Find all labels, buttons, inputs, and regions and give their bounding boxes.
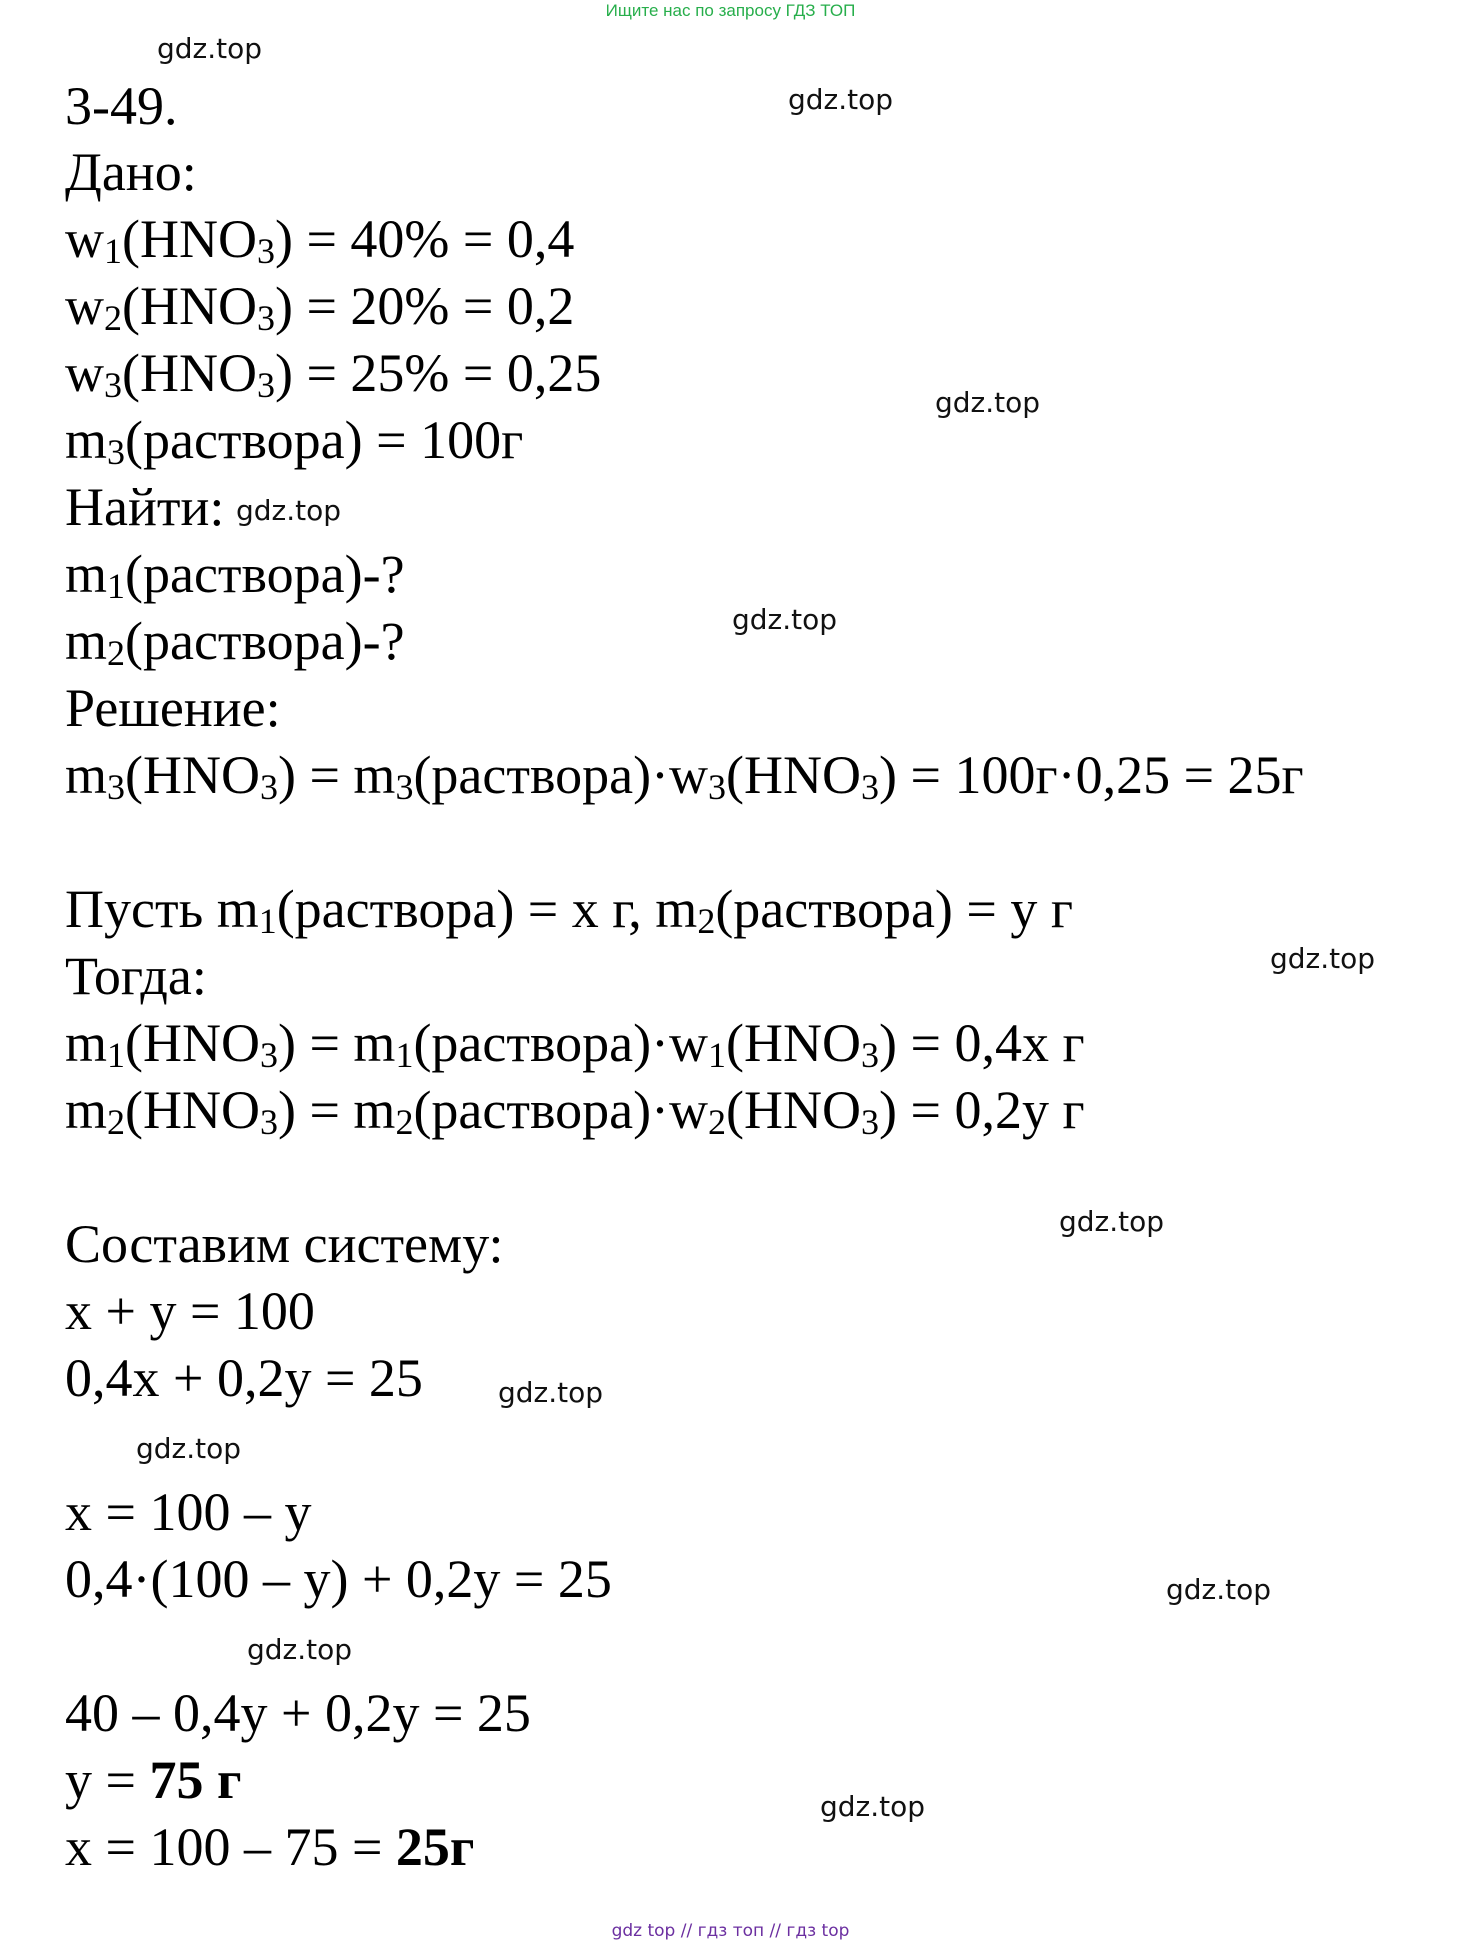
watermark: gdz.top	[236, 494, 342, 527]
solution-title: Решение:	[65, 678, 281, 738]
step-substitution: 0,4·(100 – y) + 0,2y = 25	[65, 1549, 612, 1609]
system-title: Составим систему:	[65, 1214, 504, 1274]
watermark: gdz.top	[247, 1633, 353, 1666]
watermark: gdz.top	[732, 603, 838, 636]
equation-m3: $m_3(HNO_3)$ = $m_3(раствора)\cdot w_3(HNO_3) = 100г\cdot 0,25 = 25г$	[65, 745, 1304, 807]
watermark: gdz.top	[820, 1790, 926, 1823]
answer-x: x = 100 – 75 = 25г	[65, 1817, 475, 1877]
watermark: gdz.top	[1059, 1205, 1165, 1238]
find-m2: $m_2(раствора)-$?	[65, 611, 405, 673]
header-banner[interactable]: Ищите нас по запросу ГДЗ ТОП	[605, 1, 856, 20]
watermark: gdz.top	[788, 83, 894, 116]
watermark: gdz.top	[1270, 942, 1376, 975]
find-title: Найти:	[65, 477, 225, 537]
find-m1: $m_1(раствора)-$?	[65, 544, 405, 606]
watermark: gdz.top	[1166, 1573, 1272, 1606]
answer-y: y = 75 г	[65, 1750, 242, 1810]
watermark: gdz.top	[498, 1376, 604, 1409]
given-w1: $w_1(HNO_3) = 40\% = 0,4$	[65, 209, 575, 271]
watermark: gdz.top	[935, 386, 1041, 419]
step-expanded: 40 – 0,4y + 0,2y = 25	[65, 1683, 531, 1743]
then-title: Тогда:	[65, 946, 207, 1006]
let-statement: Пусть $m_1(раствора) = x$ г, $m_2(раствора) = y$ г	[65, 879, 1074, 941]
watermark: gdz.top	[157, 32, 263, 65]
equation-m1: $m_1(HNO_3)$ = $m_1(раствора)\cdot w_1(HNO_3) = 0,4x$ г	[65, 1013, 1085, 1075]
given-w2: $w_2(HNO_3) = 20\% = 0,2$	[65, 276, 575, 338]
given-title: Дано:	[65, 142, 197, 202]
equation-m2: $m_2(HNO_3)$ = $m_2(раствора)\cdot w_2(HNO_3) = 0,2y$ г	[65, 1080, 1085, 1142]
system-eq1: x + y = 100	[65, 1281, 315, 1341]
footer-links[interactable]: gdz top // гдз топ // гдз top	[611, 1921, 850, 1941]
watermark: gdz.top	[136, 1432, 242, 1465]
step-x-expr: x = 100 – y	[65, 1482, 312, 1542]
given-w3: $w_3(HNO_3) = 25\% = 0,25$	[65, 343, 602, 405]
given-m3: $m_3(раствора) = 100г$	[65, 410, 524, 472]
system-eq2: 0,4x + 0,2y = 25	[65, 1348, 423, 1408]
problem-number: 3-49.	[65, 76, 178, 136]
